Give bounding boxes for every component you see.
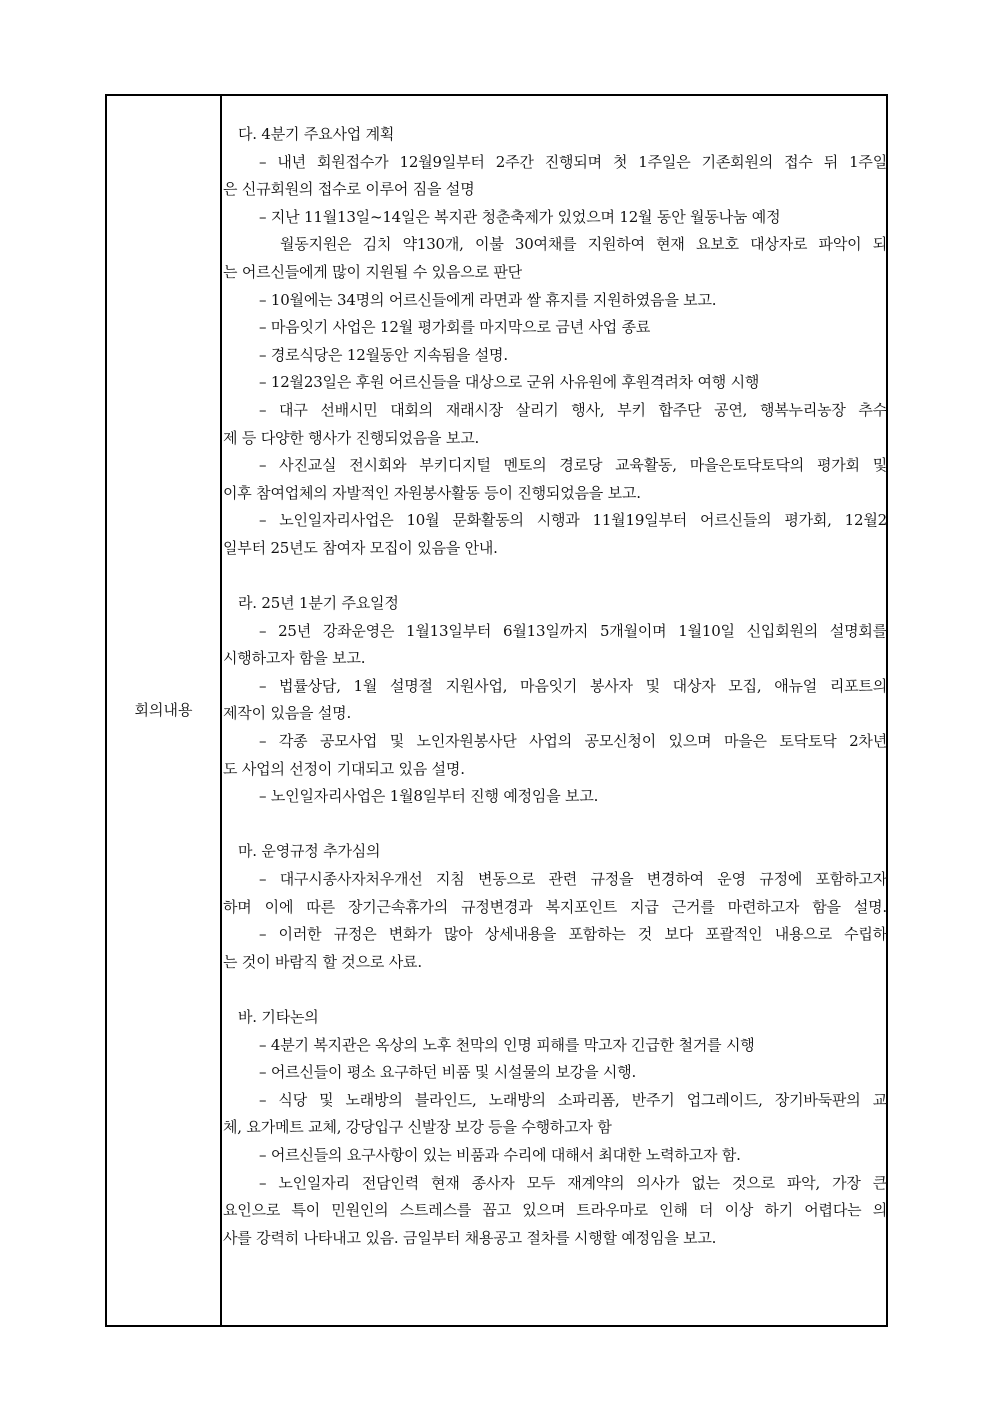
- content-line: 는 어르신들에게 많이 지원될 수 있음으로 판단: [223, 262, 522, 281]
- content-line: – 식당 및 노래방의 블라인드, 노래방의 소파리폼, 반주기 업그레이드, 장기바둑판의 교: [259, 1090, 887, 1109]
- content-line: – 어르신들이 평소 요구하던 비품 및 시설물의 보강을 시행.: [259, 1063, 637, 1082]
- spacer: [223, 811, 887, 839]
- content-line: 제 등 다양한 행사가 진행되었음을 보고.: [223, 428, 480, 447]
- content-line: – 12월23일은 후원 어르신들을 대상으로 군위 사유원에 후원격려차 여행 시행: [259, 373, 760, 392]
- content-line: – 노인일자리사업은 1월8일부터 진행 예정임을 보고.: [259, 787, 599, 806]
- content-line: 이후 참여업체의 자발적인 자원봉사활동 등이 진행되었음을 보고.: [223, 483, 641, 502]
- content-line: 도 사업의 선정이 기대되고 있음 설명.: [223, 759, 465, 778]
- content-line: – 노인일자리 전담인력 현재 종사자 모두 재계약의 의사가 없는 것으로 파악, 가장 큰: [259, 1173, 887, 1192]
- section-heading: 다. 4분기 주요사업 계획: [238, 125, 395, 143]
- content-line: 은 신규회원의 접수로 이루어 짐을 설명: [223, 180, 475, 199]
- content-line: – 노인일자리사업은 10월 문화활동의 시행과 11월19일부터 어르신들의 평가회, 12월2: [259, 511, 887, 530]
- content-line: – 4분기 복지관은 옥상의 노후 천막의 인명 피해를 막고자 긴급한 철거를 시행: [259, 1035, 755, 1054]
- column-divider: [220, 96, 222, 1325]
- content-line: 제작이 있음을 설명.: [223, 704, 352, 723]
- content-line: – 25년 강좌운영은 1월13일부터 6월13일까지 5개월이며 1월10일 신입회원의 설명회를: [259, 621, 887, 640]
- section-heading: 바. 기타논의: [238, 1008, 319, 1026]
- section-heading: 마. 운영규정 추가심의: [238, 842, 381, 861]
- content-line: 시행하고자 함을 보고.: [223, 649, 366, 668]
- content-line: 요인으로 특이 민원인의 스트레스를 꼽고 있으며 트라우마로 인해 더 이상 하기 어렵다는 의: [223, 1201, 887, 1220]
- content-line: – 마음잇기 사업은 12월 평가회를 마지막으로 금년 사업 종료: [259, 318, 651, 337]
- content-line: – 지난 11월13일~14일은 복지관 청춘축제가 있었으며 12월 동안 월동나눔 예정: [259, 207, 781, 226]
- minutes-table: [105, 94, 888, 1327]
- content-line: 하며 이에 따른 장기근속휴가의 규정변경과 복지포인트 지급 근거를 마련하고자 함을 설명.: [223, 897, 887, 916]
- row-label: 회의내용: [134, 701, 193, 719]
- section-heading: 라. 25년 1분기 주요일정: [238, 594, 399, 613]
- content-line: – 대구시종사자처우개선 지침 변동으로 관련 규정을 변경하여 운영 규정에 포함하고자: [259, 870, 887, 889]
- content-line: 월동지원은 김치 약130개, 이불 30여채를 지원하여 현재 요보호 대상자로 파악이 되: [280, 235, 887, 254]
- content-line: – 법률상담, 1월 설명절 지원사업, 마음잇기 봉사자 및 대상자 모집, 애뉴얼 리포트의: [259, 676, 887, 695]
- content-line: – 각종 공모사업 및 노인자원봉사단 사업의 공모신청이 있으며 마을은 토닥토닥 2차년: [259, 732, 887, 751]
- content-line: – 내년 회원접수가 12월9일부터 2주간 진행되며 첫 1주일은 기존회원의 접수 뒤 1주일: [259, 152, 887, 171]
- content-line: 는 것이 바람직 할 것으로 사료.: [223, 952, 422, 971]
- content-line: – 사진교실 전시회와 부키디지털 멘토의 경로당 교육활동, 마을은토닥토닥의 평가회 및: [259, 456, 887, 475]
- content-line: – 10월에는 34명의 어르신들에게 라면과 쌀 휴지를 지원하였음을 보고.: [259, 290, 717, 309]
- minutes-content: [223, 121, 887, 1252]
- content-line: 사를 강력히 나타내고 있음. 금일부터 채용공고 절차를 시행할 예정임을 보고.: [223, 1228, 717, 1247]
- content-line: – 어르신들의 요구사항이 있는 비품과 수리에 대해서 최대한 노력하고자 함.: [259, 1145, 741, 1164]
- content-line: – 이러한 규정은 변화가 많아 상세내용을 포함하는 것 보다 포괄적인 내용으로 수립하: [259, 925, 887, 944]
- content-line: – 경로식당은 12월동안 지속됨을 설명.: [259, 345, 508, 364]
- spacer: [223, 976, 887, 1004]
- content-line: 체, 요가메트 교체, 강당입구 신발장 보강 등을 수행하고자 함: [223, 1118, 612, 1137]
- content-line: – 대구 선배시민 대회의 재래시장 살리기 행사, 부키 합주단 공연, 행복누리농장 추수: [259, 400, 887, 419]
- spacer: [223, 563, 887, 591]
- content-line: 일부터 25년도 참여자 모집이 있음을 안내.: [223, 538, 498, 557]
